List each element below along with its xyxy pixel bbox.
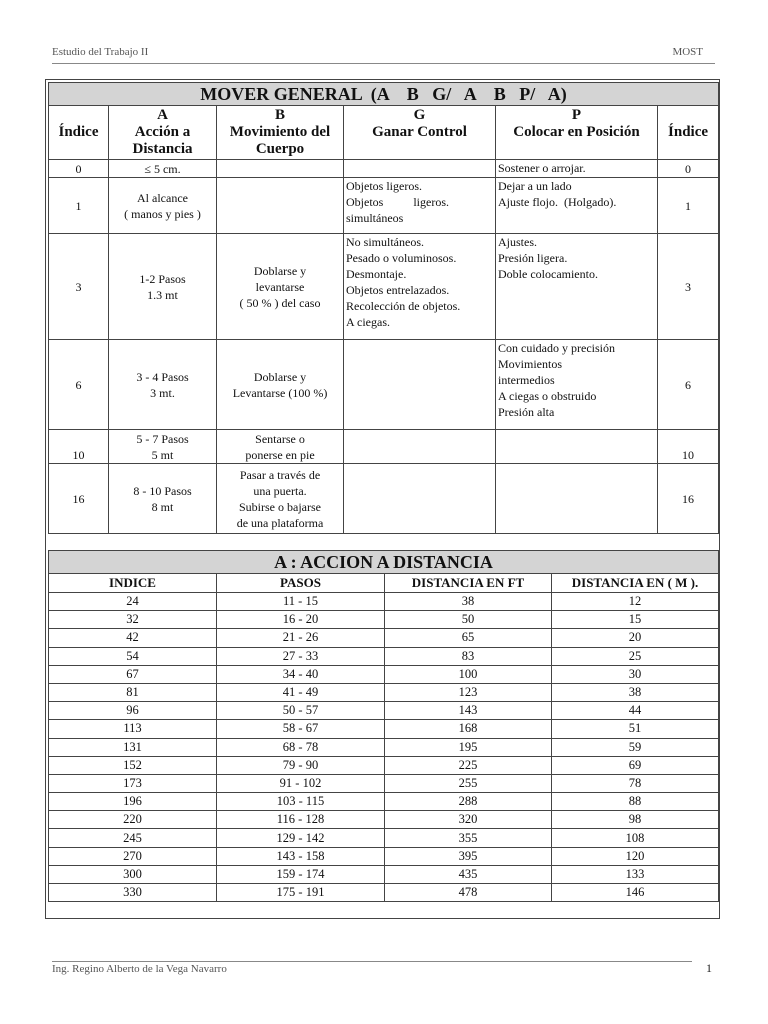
distancia-row [49,738,719,756]
header-topic: MOST [672,46,703,58]
cell-pasos: 91 - 102 [217,774,385,792]
cell-g [344,464,496,534]
cell-distancia-ft: 195 [385,738,552,756]
mover-general-title: MOVER GENERAL (A B G/ A B P/ A) [49,83,719,106]
cell-b [217,160,344,178]
footer-author: Ing. Regino Alberto de la Vega Navarro [52,963,227,975]
mover-general-table [48,82,719,534]
cell-distancia-m: 133 [552,865,719,883]
indice-value: 10 [72,448,85,462]
indice-2-value: 3 [685,279,692,294]
cell-p-line: Ajustes. [498,235,537,249]
cell-p-line: Dejar a un lado [498,179,572,193]
cell-indice: 245 [49,829,217,847]
cell-pasos: 58 - 67 [217,720,385,738]
cell-indice: 32 [49,611,217,629]
cell-pasos: 116 - 128 [217,811,385,829]
cell-pasos: 175 - 191 [217,884,385,902]
cell-b [217,430,344,464]
cell-indice: 220 [49,811,217,829]
col-g-letter: G [413,107,426,123]
cell-indice: 67 [49,665,217,683]
col-header-distancia-m: DISTANCIA EN ( M ). [552,574,719,593]
indice-2-value: 6 [685,377,692,392]
distancia-row [49,629,719,647]
cell-indice [49,178,109,234]
cell-p [496,234,658,340]
cell-distancia-ft: 255 [385,774,552,792]
header-course-title: Estudio del Trabajo II [52,46,149,58]
cell-pasos: 79 - 90 [217,756,385,774]
cell-distancia-ft: 50 [385,611,552,629]
col-header-a [109,106,217,160]
indice-value: 16 [72,491,85,506]
cell-indice [49,464,109,534]
cell-g [344,234,496,340]
distancia-row [49,865,719,883]
distancia-row [49,811,719,829]
cell-b-line: levantarse [255,279,305,294]
cell-p-line: intermedios [498,373,555,387]
cell-p-line: Sostener o arrojar. [498,161,586,175]
cell-p [496,430,658,464]
cell-distancia-ft: 65 [385,629,552,647]
cell-a-line: 5 mt [151,447,174,462]
cell-distancia-m: 59 [552,738,719,756]
cell-distancia-ft: 143 [385,702,552,720]
col-header-distancia-ft: DISTANCIA EN FT [385,574,552,593]
cell-g-line: Pesado o voluminosos. [346,251,457,265]
cell-b-line: de una plataforma [236,515,324,530]
cell-p [496,178,658,234]
cell-distancia-m: 12 [552,593,719,611]
cell-a [109,430,217,464]
cell-indice-2 [658,160,719,178]
distancia-row [49,702,719,720]
cell-indice: 54 [49,647,217,665]
distancia-row [49,665,719,683]
mover-row [49,160,719,178]
indice-2-value: 10 [682,448,695,462]
cell-a-line: 3 mt. [150,385,175,400]
cell-pasos: 103 - 115 [217,793,385,811]
col-header-indice: INDICE [49,574,217,593]
cell-a-line: 8 - 10 Pasos [133,483,192,498]
mover-row [49,178,719,234]
cell-distancia-ft: 83 [385,647,552,665]
cell-g [344,160,496,178]
cell-indice-2 [658,340,719,430]
indice-2-value: 16 [682,491,695,506]
cell-a-line: 5 - 7 Pasos [136,431,189,446]
cell-distancia-ft: 225 [385,756,552,774]
cell-distancia-ft: 100 [385,665,552,683]
col-g-label: Ganar Control [372,124,467,140]
cell-pasos: 129 - 142 [217,829,385,847]
cell-b [217,234,344,340]
distancia-row [49,720,719,738]
cell-a [109,178,217,234]
cell-p-line: Ajuste flojo. (Holgado). [498,195,617,209]
cell-distancia-ft: 435 [385,865,552,883]
cell-a-line: 8 mt [151,499,174,514]
cell-distancia-m: 146 [552,884,719,902]
cell-distancia-m: 78 [552,774,719,792]
col-b-label-2: Cuerpo [255,141,305,157]
cell-indice-2 [658,234,719,340]
cell-g-line: Desmontaje. [346,267,407,281]
cell-distancia-m: 120 [552,847,719,865]
cell-pasos: 27 - 33 [217,647,385,665]
distancia-row [49,647,719,665]
cell-b-line: Levantarse (100 %) [232,385,328,400]
distancia-row [49,683,719,701]
col-p-label: Colocar en Posición [513,124,640,140]
cell-pasos: 159 - 174 [217,865,385,883]
cell-indice [49,430,109,464]
accion-distancia-table [48,550,719,902]
cell-distancia-m: 98 [552,811,719,829]
cell-b-line: Sentarse o [255,431,305,446]
cell-distancia-m: 69 [552,756,719,774]
cell-distancia-m: 38 [552,683,719,701]
cell-indice: 131 [49,738,217,756]
cell-a-line: 1.3 mt [147,287,178,302]
cell-p-line: Doble colocamiento. [498,267,598,281]
cell-b-line: Doblarse y [253,263,307,278]
cell-distancia-ft: 395 [385,847,552,865]
cell-g-line: Objetos ligeros. [346,195,449,209]
cell-g-line: Objetos ligeros. [346,179,422,193]
distancia-row [49,793,719,811]
cell-distancia-ft: 320 [385,811,552,829]
cell-p [496,464,658,534]
cell-p-line: Presión ligera. [498,251,568,265]
cell-g-line: A ciegas. [346,315,390,329]
cell-p-line: Con cuidado y precisión [498,341,615,355]
cell-indice: 113 [49,720,217,738]
cell-pasos: 21 - 26 [217,629,385,647]
cell-a-line: 3 - 4 Pasos [136,369,189,384]
indice-value: 1 [75,198,82,213]
col-p-letter: P [571,107,582,123]
col-header-indice-2: Índice [658,106,719,160]
cell-a-line: ≤ 5 cm. [144,161,181,176]
cell-distancia-ft: 288 [385,793,552,811]
cell-pasos: 41 - 49 [217,683,385,701]
col-a-letter: A [157,107,168,123]
cell-indice [49,340,109,430]
cell-g-line: No simultáneos. [346,235,424,249]
cell-b-line: ponerse en pie [245,447,315,462]
cell-p [496,160,658,178]
col-b-letter: B [274,107,285,123]
cell-g-line: simultáneos [346,211,404,225]
cell-indice: 270 [49,847,217,865]
cell-distancia-ft: 123 [385,683,552,701]
cell-indice-2 [658,430,719,464]
cell-distancia-m: 25 [552,647,719,665]
indice-value: 3 [75,279,82,294]
cell-distancia-m: 15 [552,611,719,629]
cell-indice: 24 [49,593,217,611]
indice-value: 0 [75,161,82,176]
cell-distancia-m: 108 [552,829,719,847]
cell-distancia-ft: 38 [385,593,552,611]
indice-value: 6 [75,377,82,392]
col-b-label-1: Movimiento del [229,124,331,140]
indice-2-value: 0 [685,161,692,176]
cell-pasos: 143 - 158 [217,847,385,865]
cell-g-line: Recolección de objetos. [346,299,461,313]
footer-rule [52,961,692,962]
cell-a [109,160,217,178]
cell-g-line: Objetos entrelazados. [346,283,450,297]
cell-distancia-ft: 168 [385,720,552,738]
cell-distancia-ft: 478 [385,884,552,902]
col-header-g [344,106,496,160]
cell-indice [49,160,109,178]
cell-a [109,464,217,534]
cell-p-line: A ciegas o obstruido [498,389,597,403]
cell-b-line: Pasar a través de [239,467,321,482]
cell-indice [49,234,109,340]
cell-g [344,178,496,234]
col-header-indice: Índice [49,106,109,160]
cell-indice: 300 [49,865,217,883]
distancia-row [49,847,719,865]
distancia-row [49,593,719,611]
col-header-pasos: PASOS [217,574,385,593]
cell-g [344,340,496,430]
cell-b-line: Subirse o bajarse [239,499,321,514]
cell-a [109,234,217,340]
cell-indice: 42 [49,629,217,647]
cell-indice: 96 [49,702,217,720]
col-header-b [217,106,344,160]
cell-indice: 330 [49,884,217,902]
col-a-label-2: Distancia [132,141,193,157]
cell-indice: 81 [49,683,217,701]
col-header-p [496,106,658,160]
cell-p-line: Movimientos [498,357,563,371]
cell-b-line: una puerta. [253,483,307,498]
cell-indice: 196 [49,793,217,811]
indice-2-value: 1 [685,198,692,213]
distancia-row [49,774,719,792]
cell-distancia-ft: 355 [385,829,552,847]
cell-a-line: 1-2 Pasos [139,271,186,286]
cell-distancia-m: 88 [552,793,719,811]
cell-distancia-m: 30 [552,665,719,683]
cell-pasos: 50 - 57 [217,702,385,720]
cell-b [217,464,344,534]
cell-b [217,178,344,234]
cell-p [496,340,658,430]
col-a-label-1: Acción a [134,124,191,140]
distancia-row [49,611,719,629]
mover-row [49,340,719,430]
cell-indice: 173 [49,774,217,792]
cell-distancia-m: 20 [552,629,719,647]
cell-indice: 152 [49,756,217,774]
mover-row [49,234,719,340]
cell-g [344,430,496,464]
page-header [52,46,715,62]
distancia-row [49,756,719,774]
cell-indice-2 [658,178,719,234]
mover-row [49,464,719,534]
distancia-row [49,884,719,902]
cell-p-line: Presión alta [498,405,555,419]
distancia-row [49,829,719,847]
cell-a-line: ( manos y pies ) [124,206,201,221]
cell-b [217,340,344,430]
header-rule [52,63,715,64]
mover-row [49,430,719,464]
cell-pasos: 16 - 20 [217,611,385,629]
cell-b-line: ( 50 % ) del caso [239,295,321,310]
cell-a [109,340,217,430]
cell-pasos: 68 - 78 [217,738,385,756]
cell-distancia-m: 51 [552,720,719,738]
page-number: 1 [706,961,712,975]
cell-b-line: Doblarse y [253,369,307,384]
cell-distancia-m: 44 [552,702,719,720]
cell-pasos: 11 - 15 [217,593,385,611]
accion-distancia-title: A : ACCION A DISTANCIA [49,551,719,574]
cell-indice-2 [658,464,719,534]
cell-pasos: 34 - 40 [217,665,385,683]
cell-a-line: Al alcance [137,190,188,205]
